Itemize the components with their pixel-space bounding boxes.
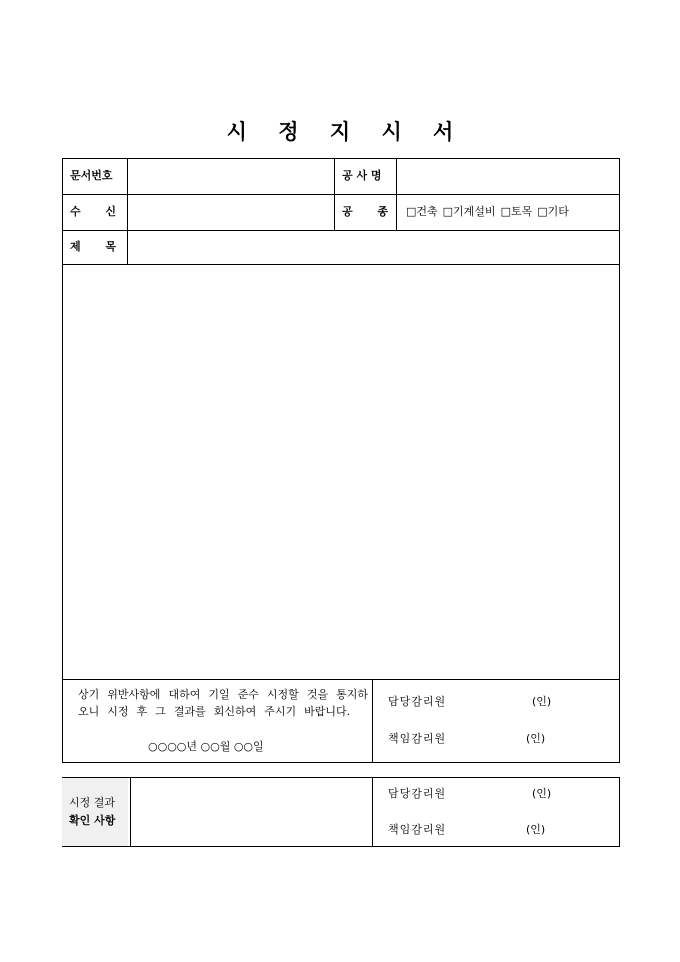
notice-word: 회신하여 [213, 705, 257, 718]
notice-word: 시정할 [266, 688, 299, 701]
result-officer-in-charge-label: 담당감리원 [388, 787, 447, 800]
result-label-line-2: 확인 사항 [69, 814, 116, 827]
row-divider [62, 264, 620, 265]
work-type-option-civil[interactable]: □토목 [500, 205, 533, 218]
work-type-label-part: 공 [342, 205, 353, 218]
recipient-label [70, 205, 116, 219]
officer-in-charge-seal[interactable]: (인) [532, 695, 552, 708]
result-chief-officer-seal[interactable]: (인) [526, 823, 546, 836]
document-title: 시 정 지 시 서 [226, 120, 466, 144]
notice-word: 상기 [78, 688, 100, 701]
project-name-label: 공 사 명 [342, 169, 382, 182]
work-type-option-other[interactable]: □기타 [537, 205, 569, 218]
notice-word: 결과를 [173, 705, 206, 718]
notice-line-2 [78, 703, 368, 720]
notice-word: 후 [136, 705, 148, 718]
column-divider [127, 158, 128, 264]
subject-label-part: 제 [70, 240, 81, 253]
column-divider [372, 777, 373, 847]
notice-word: 것을 [306, 688, 329, 701]
result-officer-in-charge-seal[interactable]: (인) [532, 787, 552, 800]
column-divider [130, 777, 131, 847]
column-divider [372, 679, 373, 763]
doc-number-label: 문서번호 [70, 169, 113, 182]
notice-word: 대하여 [168, 688, 201, 701]
work-type-option-mechanical[interactable]: □기계설비 [442, 205, 496, 218]
notice-word: 시정 [107, 705, 129, 718]
result-label-line-1: 시정 결과 [69, 796, 116, 809]
notice-word: 통지하 [336, 688, 368, 701]
notice-word: 주시기 [264, 705, 297, 718]
work-type-options [406, 205, 569, 219]
recipient-label-part: 수 [70, 205, 81, 218]
column-divider [334, 158, 335, 230]
result-chief-officer-label: 책임감리원 [388, 823, 447, 836]
notice-word: 바랍니다. [304, 705, 351, 718]
notice-word: 기일 [208, 688, 230, 701]
notice-text [78, 686, 368, 720]
row-divider [62, 194, 620, 195]
notice-word: 위반사항에 [107, 688, 161, 701]
subject-label [70, 240, 116, 254]
notice-word: 그 [155, 705, 166, 718]
work-type-label [342, 205, 388, 219]
chief-officer-label: 책임감리원 [388, 732, 447, 745]
row-divider [62, 679, 620, 680]
notice-word: 오니 [78, 705, 100, 718]
officer-in-charge-label: 담당감리원 [388, 695, 447, 708]
notice-date: ○○○○년 ○○월 ○○일 [148, 740, 264, 753]
column-divider [396, 158, 397, 230]
work-type-option-architecture[interactable]: □건축 [406, 205, 438, 218]
result-field[interactable] [136, 782, 366, 842]
work-type-label-part: 종 [377, 205, 388, 218]
subject-label-part: 목 [105, 240, 116, 253]
notice-line-1 [78, 686, 368, 703]
notice-word: 준수 [237, 688, 259, 701]
content-area[interactable] [68, 270, 614, 672]
row-divider [62, 230, 620, 231]
chief-officer-seal[interactable]: (인) [526, 732, 546, 745]
result-label-cell [62, 778, 128, 846]
recipient-label-part: 신 [105, 205, 116, 218]
